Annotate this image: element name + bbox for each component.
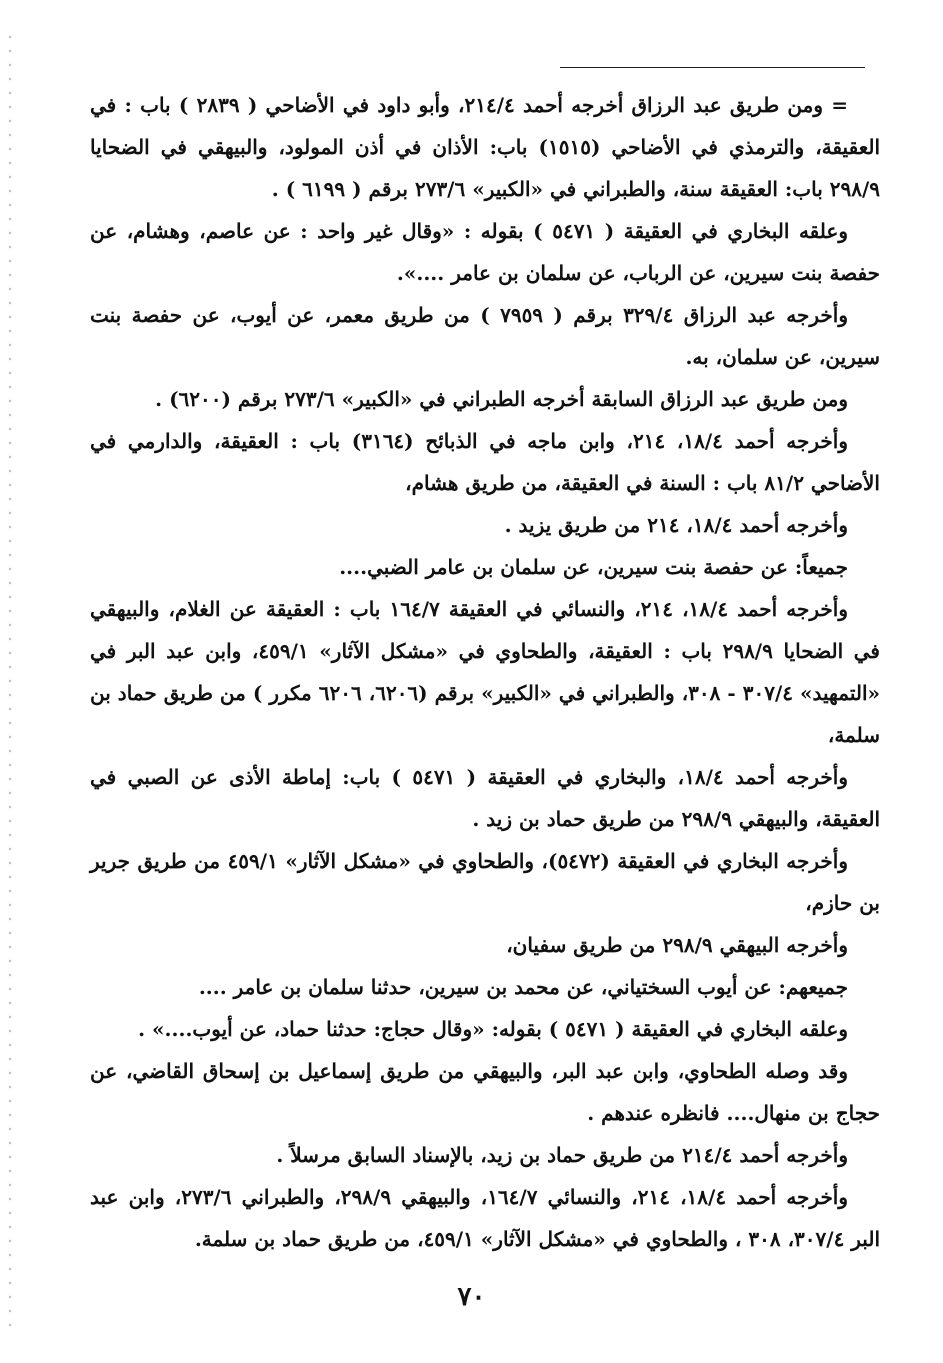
- footnote-paragraph-5: وأخرجه أحمد ١٨/٤، ٢١٤، وابن ماجه في الذبائح (٣١٦٤) باب : العقيقة، والدارمي في الأضاحي ٨١/٢ باب : السنة في العقيقة، من طريق هشام،: [90, 429, 880, 495]
- footnote-paragraph-2: وعلقه البخاري في العقيقة ( ٥٤٧١ ) بقوله : «وقال غير واحد : عن عاصم، وهشام، عن حفصة بنت سيرين، عن الرباب، عن سلمان بن عامر ....».: [90, 219, 880, 285]
- footnote-paragraph-14: وقد وصله الطحاوي، وابن عبد البر، والبيهقي من طريق إسماعيل بن إسحاق القاضي، عن حجاج بن منهال.... فانظره عندهم .: [90, 1059, 880, 1125]
- footnote-paragraph-7: جميعاً: عن حفصة بنت سيرين، عن سلمان بن عامر الضبي....: [339, 555, 848, 579]
- footnote-paragraph-12: جميعهم: عن أيوب السختياني، عن محمد بن سيرين، حدثنا سلمان بن عامر ....: [198, 975, 848, 999]
- footnote-paragraph-10: وأخرجه البخاري في العقيقة (٥٤٧٢)، والطحاوي في «مشكل الآثار» ٤٥٩/١ من طريق جرير بن حازم،: [90, 849, 880, 915]
- page-number: ٧٠: [457, 1282, 486, 1312]
- footnote-paragraph-4: ومن طريق عبد الرزاق السابقة أخرجه الطبراني في «الكبير» ٢٧٣/٦ برقم (٦٢٠٠) .: [155, 387, 848, 411]
- footnote-paragraph-13: وعلقه البخاري في العقيقة ( ٥٤٧١ ) بقوله: «وقال حجاج: حدثنا حماد، عن أيوب....» .: [138, 1017, 848, 1041]
- footnote-paragraph-6: وأخرجه أحمد ١٨/٤، ٢١٤ من طريق يزيد .: [504, 513, 848, 537]
- footnote-separator-rule: [560, 67, 865, 68]
- footnote-text-block: [90, 84, 880, 1260]
- binding-holes: [8, 30, 12, 1330]
- footnote-paragraph-15: وأخرجه أحمد ٢١٤/٤ من طريق حماد بن زيد، بالإسناد السابق مرسلاً .: [276, 1143, 848, 1167]
- footnote-paragraph-8: وأخرجه أحمد ١٨/٤، ٢١٤، والنسائي في العقيقة ١٦٤/٧ باب : العقيقة عن الغلام، والبيهقي في الضحايا ٢٩٨/٩ باب : العقيقة، والطحاوي في «مشكل الآثار» ٤٥٩/١، وابن عبد البر في «التمهيد» ٣٠٧/٤ - ٣٠٨، والطبراني في «الكبير» برقم (٦٢٠٦، ٦٢٠٦ مكرر ) من طريق حماد بن سلمة،: [90, 597, 880, 747]
- footnote-paragraph-1: = ومن طريق عبد الرزاق أخرجه أحمد ٢١٤/٤، وأبو داود في الأضاحي ( ٢٨٣٩ ) باب : في العقيقة، والترمذي في الأضاحي (١٥١٥) باب: الأذان في أذن المولود، والبيهقي في الضحايا ٢٩٨/٩ باب: العقيقة سنة، والطبراني في «الكبير» ٢٧٣/٦ برقم ( ٦١٩٩ ) .: [90, 93, 881, 201]
- footnote-paragraph-16: وأخرجه أحمد ١٨/٤، ٢١٤، والنسائي ١٦٤/٧، والبيهقي ٢٩٨/٩، والطبراني ٢٧٣/٦، وابن عبد البر ٣٠٧/٤، ٣٠٨ ، والطحاوي في «مشكل الآثار» ٤٥٩/١، من طريق حماد بن سلمة.: [90, 1185, 880, 1251]
- footnote-paragraph-11: وأخرجه البيهقي ٢٩٨/٩ من طريق سفيان،: [506, 933, 848, 957]
- footnote-paragraph-9: وأخرجه أحمد ١٨/٤، والبخاري في العقيقة ( ٥٤٧١ ) باب: إماطة الأذى عن الصبي في العقيقة، والبيهقي ٢٩٨/٩ من طريق حماد بن زيد .: [90, 765, 880, 831]
- footnote-paragraph-3: وأخرجه عبد الرزاق ٣٢٩/٤ برقم ( ٧٩٥٩ ) من طريق معمر، عن أيوب، عن حفصة بنت سيرين، عن سلمان، به.: [90, 303, 880, 369]
